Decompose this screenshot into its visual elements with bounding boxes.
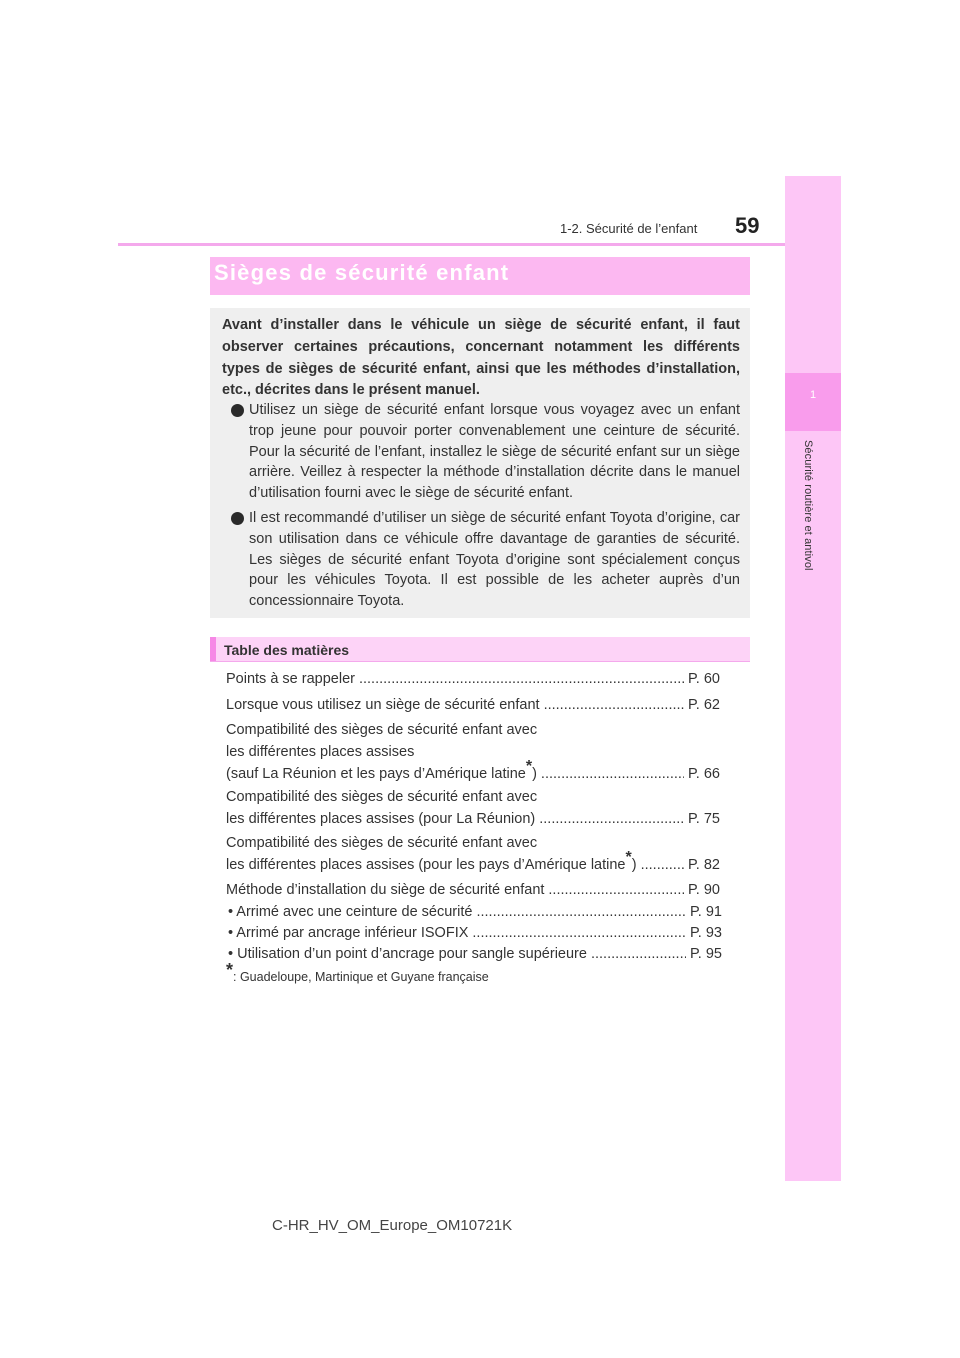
toc-entry[interactable] bbox=[226, 832, 720, 876]
toc-subentry[interactable] bbox=[226, 943, 722, 965]
toc-entry-page: P. 60 bbox=[688, 671, 720, 687]
footnote-text: : Guadeloupe, Martinique et Guyane française bbox=[233, 970, 489, 984]
footnote bbox=[226, 960, 489, 984]
toc-entry-page: P. 75 bbox=[688, 811, 720, 827]
asterisk-icon: * bbox=[226, 960, 234, 980]
toc-entry-line: Compatibilité des sièges de sécurité enfant avec bbox=[226, 835, 538, 851]
toc-entry[interactable] bbox=[226, 879, 720, 901]
toc-entry-page: P. 93 bbox=[690, 925, 722, 941]
toc-entry-page: P. 91 bbox=[690, 904, 722, 920]
chapter-title: Sécurité routière et antivol bbox=[802, 440, 814, 571]
toc-entry-page: P. 90 bbox=[688, 882, 720, 898]
page-title: Sièges de sécurité enfant bbox=[214, 260, 510, 285]
toc-entry-line: Compatibilité des sièges de sécurité enfant avec bbox=[226, 722, 538, 738]
toc-entry-page: P. 62 bbox=[688, 697, 720, 713]
intro-bullet-text: Il est recommandé d’utiliser un siège de sécurité enfant Toyota d’origine, car son utilisation dans ce véhicule offre davantage de garanties de sécurité. Les sièges de sécurité enfant Toyota d’origine sont spécialement conçus pour les véhicules Toyota. Il est possible de les acheter auprès d’un concessionnaire Toyota. bbox=[249, 510, 740, 610]
toc-entry-label: Méthode d’installation du siège de sécurité enfant bbox=[226, 882, 545, 898]
toc-leader-dots bbox=[541, 763, 684, 785]
toc-entry[interactable] bbox=[226, 694, 720, 716]
toc-entry[interactable] bbox=[226, 719, 720, 785]
toc-entry-label: • Arrimé avec une ceinture de sécurité bbox=[228, 904, 473, 920]
toc-entry-label: les différentes places assises (pour les pays d’Amérique latine*) bbox=[226, 849, 637, 873]
toc-entry[interactable] bbox=[226, 668, 720, 690]
toc-entry-page: P. 66 bbox=[688, 766, 720, 782]
toc-leader-dots bbox=[476, 901, 686, 923]
toc-entry[interactable] bbox=[226, 786, 720, 830]
toc-leader-dots bbox=[544, 694, 684, 716]
section-label: 1-2. Sécurité de l’enfant bbox=[560, 221, 698, 236]
toc-entry-label: • Arrimé par ancrage inférieur ISOFIX bbox=[228, 925, 469, 941]
intro-bullet-text: Utilisez un siège de sécurité enfant lorsque vous voyagez avec un enfant trop jeune pour pouvoir porter convenablement une ceinture de sécurité. Pour la sécurité de l’enfant, installez le siège de sécurité enfant sur un siège arrière. Veillez à respecter la méthode d’installation décrite dans le manuel d’utilisation fourni avec le siège de sécurité enfant. bbox=[249, 402, 740, 502]
toc-leader-dots bbox=[359, 668, 684, 690]
header-rule bbox=[118, 243, 785, 246]
bullet-dot-icon bbox=[231, 404, 244, 417]
page-number: 59 bbox=[735, 213, 760, 238]
toc-heading-accent bbox=[210, 637, 216, 662]
toc-leader-dots bbox=[548, 879, 684, 901]
asterisk-icon: * bbox=[625, 849, 632, 866]
toc-leader-dots bbox=[591, 943, 686, 965]
toc-entry-label: Lorsque vous utilisez un siège de sécurité enfant bbox=[226, 697, 540, 713]
toc-entry-line: Compatibilité des sièges de sécurité enfant avec bbox=[226, 789, 538, 805]
toc-entry-label: Points à se rappeler bbox=[226, 671, 355, 687]
chapter-tab[interactable] bbox=[785, 373, 841, 431]
toc-leader-dots bbox=[641, 854, 684, 876]
toc-leader-dots bbox=[472, 922, 686, 944]
toc-entry-page: P. 95 bbox=[690, 946, 722, 962]
toc-subentry[interactable] bbox=[226, 922, 722, 944]
toc-entry-line: les différentes places assises bbox=[226, 744, 415, 760]
toc-entry-label: (sauf La Réunion et les pays d’Amérique latine*) bbox=[226, 758, 537, 782]
asterisk-icon: * bbox=[525, 758, 533, 775]
chapter-side-band bbox=[785, 176, 841, 1181]
bullet-dot-icon bbox=[231, 512, 244, 525]
toc-entry-label: • Utilisation d’un point d’ancrage pour sangle supérieure bbox=[228, 946, 587, 962]
toc-entry-page: P. 82 bbox=[688, 857, 720, 873]
toc-entry-label: les différentes places assises (pour La Réunion) bbox=[226, 811, 536, 827]
toc-heading-rule bbox=[210, 661, 750, 662]
toc-subentry[interactable] bbox=[226, 901, 722, 923]
toc-heading: Table des matières bbox=[224, 642, 350, 658]
toc-leader-dots bbox=[539, 808, 684, 830]
intro-lead: Avant d’installer dans le véhicule un siège de sécurité enfant, il faut observer certaines précautions, concernant notamment les différents types de sièges de sécurité enfant, ainsi que les méthodes d’installation, etc., décrites dans le présent manuel. bbox=[222, 317, 740, 399]
document-code: C-HR_HV_OM_Europe_OM10721K bbox=[272, 1217, 513, 1234]
chapter-number: 1 bbox=[809, 389, 817, 401]
